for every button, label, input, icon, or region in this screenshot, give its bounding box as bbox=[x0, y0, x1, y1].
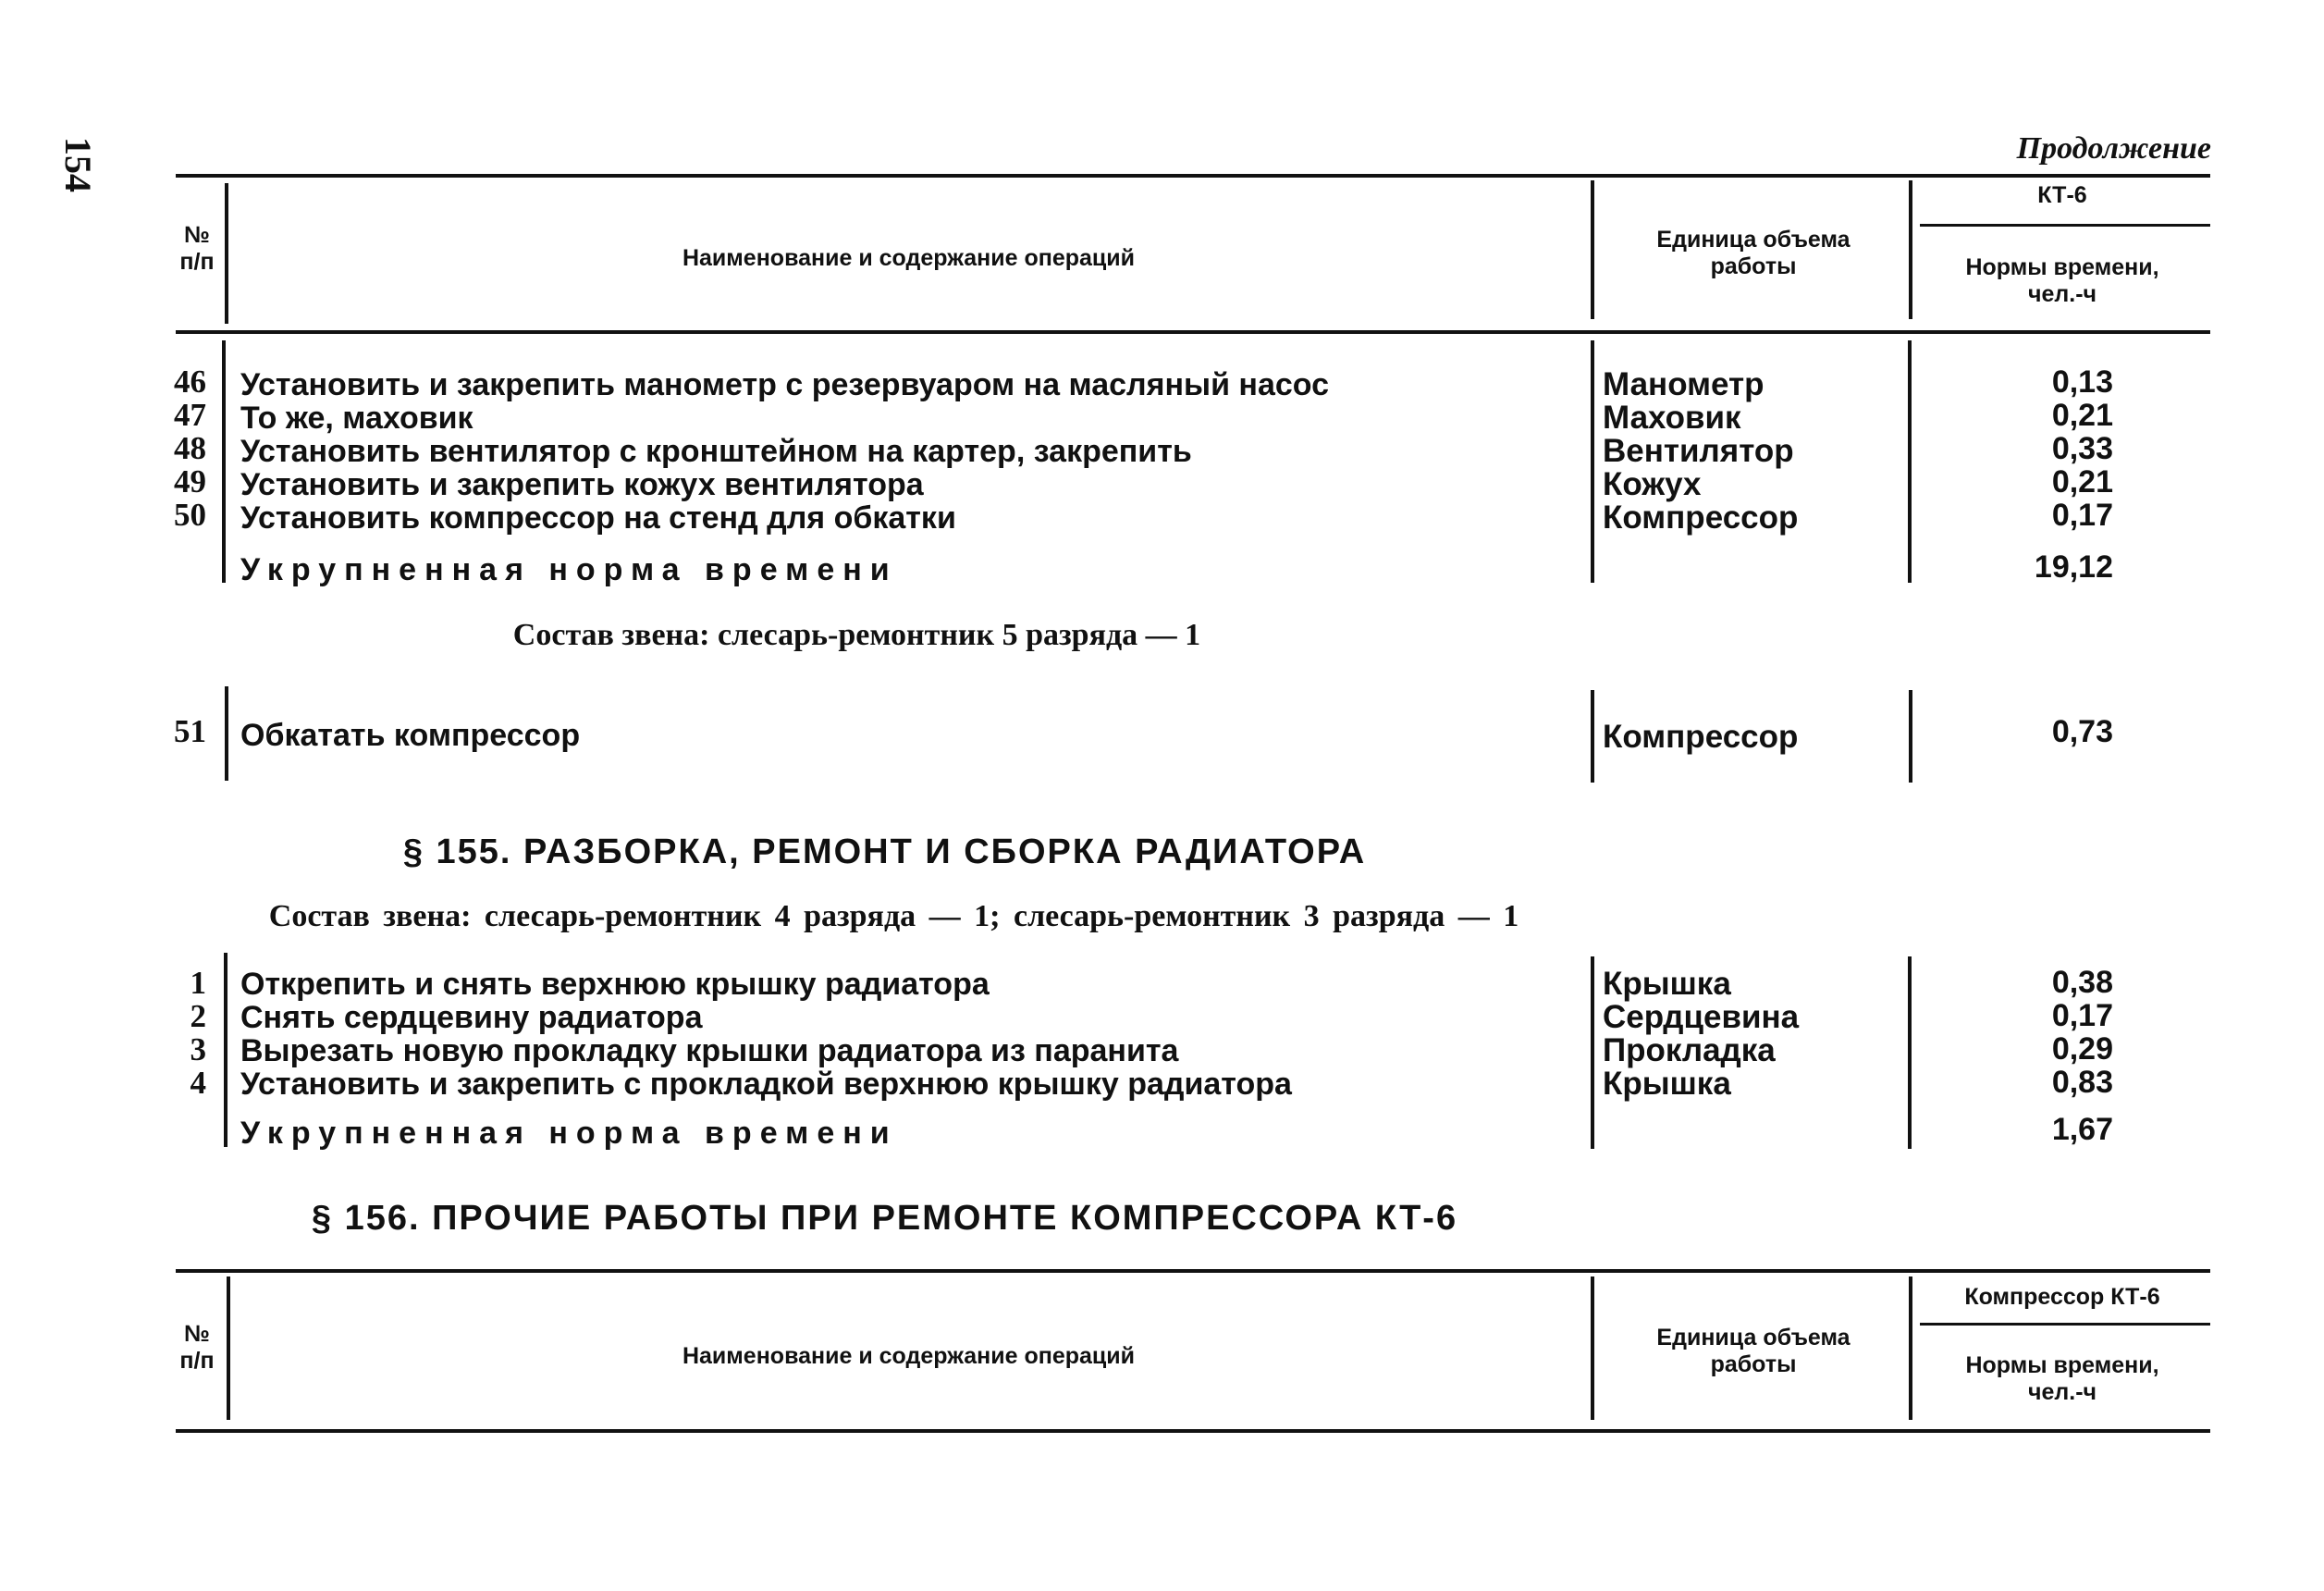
unit: Вентилятор bbox=[1603, 433, 1794, 469]
operation-name: Установить компрессор на стенд для обкатки bbox=[240, 500, 956, 536]
header-divider bbox=[1909, 1276, 1912, 1420]
header-top-rule bbox=[176, 174, 2210, 178]
column-divider bbox=[222, 340, 226, 583]
unit: Сердцевина bbox=[1603, 999, 1800, 1035]
header-sub-rule bbox=[1920, 1323, 2210, 1326]
time-norm: 0,17 bbox=[2051, 998, 2113, 1033]
time-norm: 0,21 bbox=[2051, 398, 2113, 433]
row-number: 1 bbox=[190, 965, 206, 1001]
header-norm: Нормы времени, чел.-ч bbox=[1965, 1352, 2159, 1405]
row-number: 51 bbox=[174, 713, 206, 749]
column-divider bbox=[1591, 690, 1594, 783]
total-label: Укрупненная норма времени bbox=[240, 552, 898, 587]
row-number: 48 bbox=[174, 430, 206, 466]
unit: Компрессор bbox=[1603, 500, 1799, 536]
header-unit: Единица объема работы bbox=[1656, 1325, 1851, 1377]
time-norm: 0,38 bbox=[2051, 965, 2113, 1000]
header-norm: Нормы времени, чел.-ч bbox=[1965, 254, 2159, 307]
column-divider bbox=[1591, 340, 1594, 583]
header-divider bbox=[1591, 1276, 1594, 1420]
operation-name: Вырезать новую прокладку крышки радиатора из паранита bbox=[240, 1033, 1179, 1068]
unit: Крышка bbox=[1603, 1066, 1731, 1102]
row-number: 46 bbox=[174, 364, 206, 400]
section-155-crew: Состав звена: слесарь-ремонтник 4 разряда — 1; слесарь-ремонтник 3 разряда — 1 bbox=[268, 899, 1519, 933]
total-value: 1,67 bbox=[2051, 1112, 2113, 1147]
unit: Манометр bbox=[1603, 366, 1765, 402]
operation-name: Установить и закрепить с прокладкой верхнюю крышку радиатора bbox=[240, 1067, 1292, 1102]
header-num: № п/п bbox=[179, 222, 215, 275]
operation-name: То же, маховик bbox=[240, 401, 473, 436]
time-norm: 0,33 bbox=[2051, 431, 2113, 466]
time-norm: 0,17 bbox=[2051, 498, 2113, 533]
time-norm: 0,21 bbox=[2051, 464, 2113, 500]
header-group: Компрессор КТ-6 bbox=[1964, 1284, 2160, 1310]
row-number: 2 bbox=[190, 998, 206, 1034]
total-value: 19,12 bbox=[2034, 549, 2113, 585]
time-norm: 0,83 bbox=[2051, 1065, 2113, 1100]
section-156-title: § 156. ПРОЧИЕ РАБОТЫ ПРИ РЕМОНТЕ КОМПРЕССОРА КТ-6 bbox=[311, 1199, 1458, 1238]
header-name: Наименование и содержание операций bbox=[682, 1343, 1136, 1369]
unit: Крышка bbox=[1603, 966, 1731, 1002]
header-bottom-rule bbox=[176, 330, 2210, 334]
operation-name: Снять сердцевину радиатора bbox=[240, 1000, 703, 1035]
header-unit: Единица объема работы bbox=[1656, 227, 1851, 279]
unit: Маховик bbox=[1603, 400, 1741, 436]
column-divider bbox=[225, 686, 228, 781]
column-divider bbox=[1908, 956, 1912, 1149]
column-divider bbox=[1909, 690, 1912, 783]
header-sub-rule bbox=[1920, 224, 2210, 227]
header-bottom-rule bbox=[176, 1429, 2210, 1433]
header-group: КТ-6 bbox=[2037, 182, 2087, 208]
unit: Компрессор bbox=[1603, 719, 1799, 755]
row-number: 50 bbox=[174, 497, 206, 533]
row-number: 49 bbox=[174, 463, 206, 500]
row-number: 4 bbox=[190, 1065, 206, 1101]
time-norm: 0,73 bbox=[2051, 714, 2113, 749]
header-name: Наименование и содержание операций bbox=[682, 245, 1136, 271]
column-divider bbox=[224, 953, 227, 1147]
header-top-rule bbox=[176, 1269, 2210, 1273]
crew-composition: Состав звена: слесарь-ремонтник 5 разряда — 1 bbox=[512, 618, 1201, 652]
operation-name: Обкатать компрессор bbox=[240, 718, 581, 753]
row-number: 47 bbox=[174, 397, 206, 433]
operation-name: Установить вентилятор с кронштейном на картер, закрепить bbox=[240, 434, 1192, 469]
section-155-title: § 155. РАЗБОРКА, РЕМОНТ И СБОРКА РАДИАТОРА bbox=[402, 832, 1367, 871]
time-norm: 0,13 bbox=[2051, 364, 2113, 400]
header-divider bbox=[1909, 180, 1912, 319]
operation-name: Установить и закрепить кожух вентилятора bbox=[240, 467, 924, 502]
column-divider bbox=[1908, 340, 1912, 583]
continued-label: Продолжение bbox=[2016, 131, 2211, 166]
unit: Кожух bbox=[1603, 466, 1702, 502]
unit: Прокладка bbox=[1603, 1032, 1776, 1068]
header-num: № п/п bbox=[179, 1321, 215, 1374]
operation-name: Открепить и снять верхнюю крышку радиатора bbox=[240, 967, 990, 1002]
time-norm: 0,29 bbox=[2051, 1031, 2113, 1067]
page-number: 154 bbox=[57, 137, 99, 192]
header-divider bbox=[1591, 180, 1594, 319]
column-divider bbox=[1591, 956, 1594, 1149]
operation-name: Установить и закрепить манометр с резервуаром на масляный насос bbox=[240, 367, 1330, 402]
total-label: Укрупненная норма времени bbox=[240, 1116, 898, 1151]
row-number: 3 bbox=[190, 1031, 206, 1067]
